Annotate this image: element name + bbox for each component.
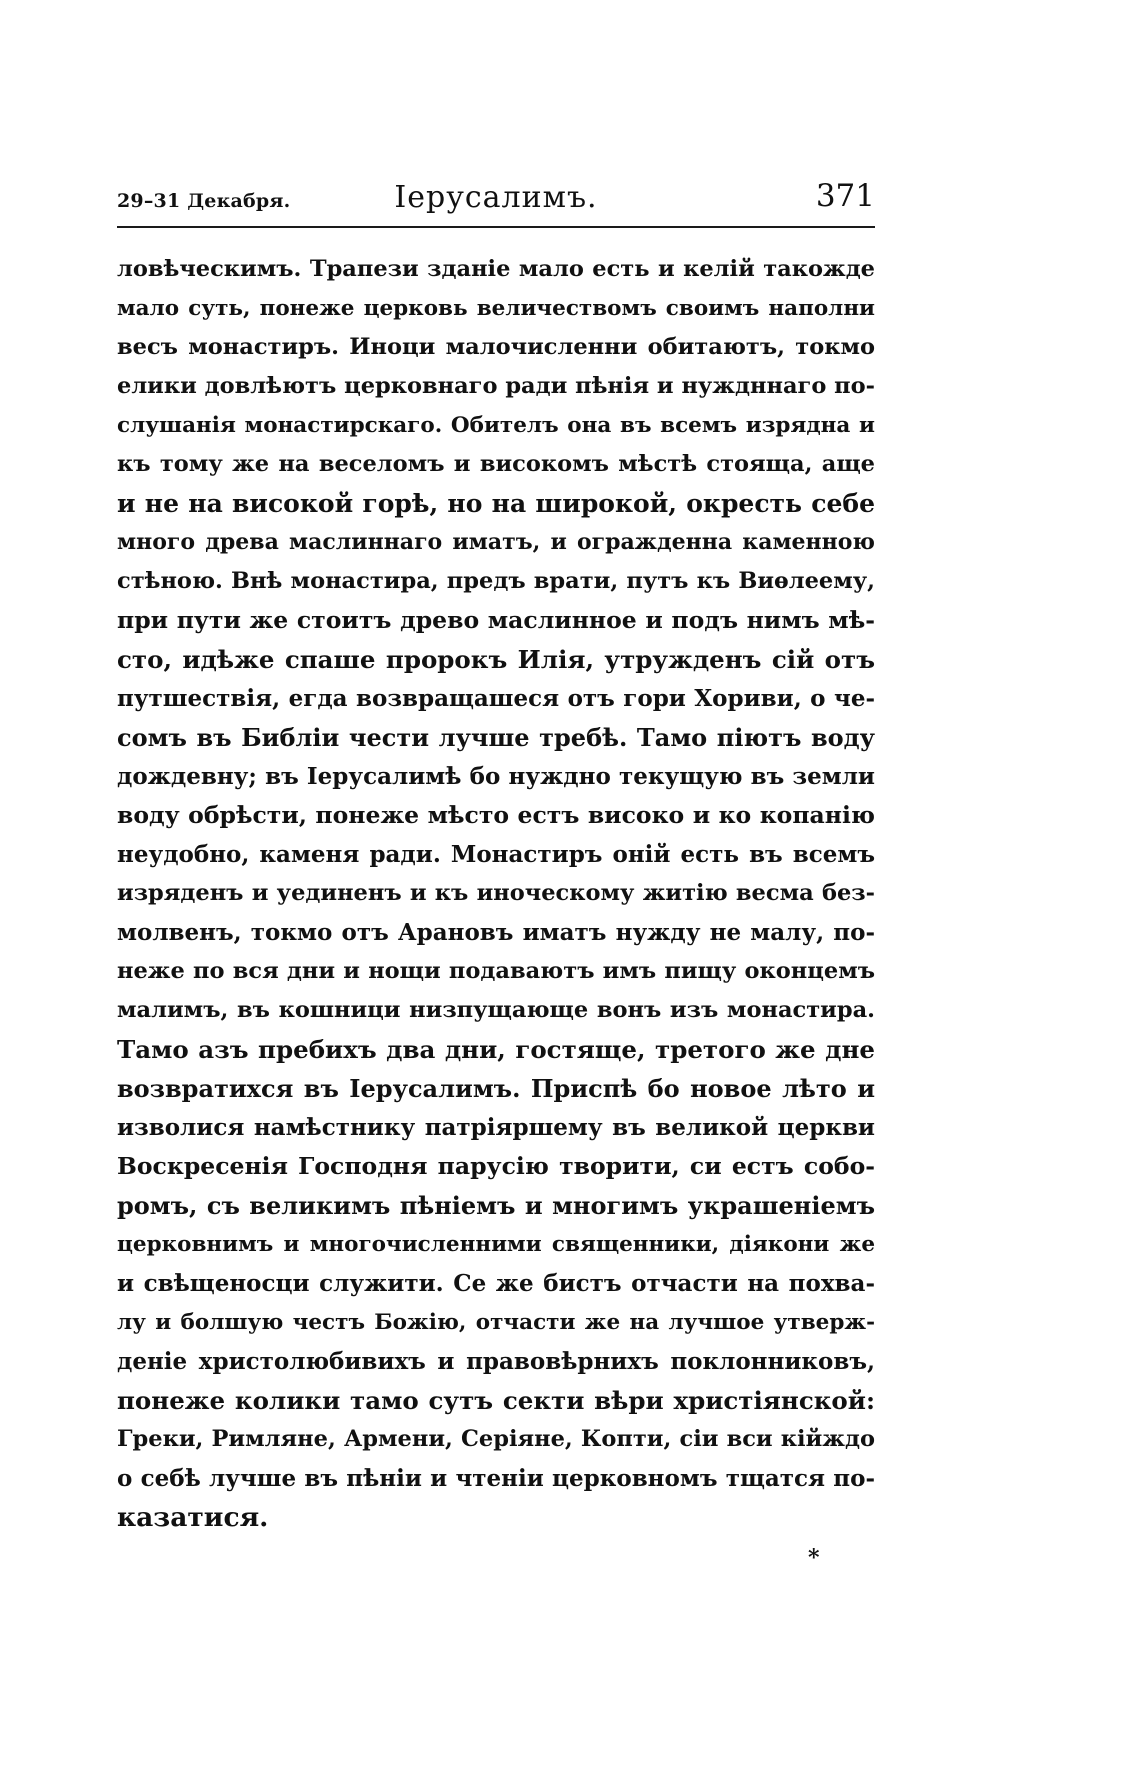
ornament-asterisk: * xyxy=(808,1545,820,1571)
text-line: изволися намѣстнику патріяршему въ великой церкви xyxy=(117,1114,875,1141)
body-text xyxy=(117,250,875,1537)
text-line: воду обрѣсти, понеже мѣсто естъ високо и ко копанію xyxy=(117,801,875,829)
running-head xyxy=(117,178,875,228)
text-line: ромъ, съ великимъ пѣніемъ и многимъ украшеніемъ xyxy=(117,1191,875,1220)
text-line: молвенъ, токмо отъ Арановъ иматъ нужду не малу, по- xyxy=(117,919,875,946)
text-line: Тамо азъ пребихъ два дни, гостяще, третого же дне xyxy=(117,1035,875,1064)
text-line: стѣною. Внѣ монастира, предъ врати, путъ къ Виѳлеему, xyxy=(117,568,875,594)
text-line: лу и болшую честъ Божію, отчасти же на лучшое утверж- xyxy=(117,1310,875,1335)
text-line: путшествія, егда возвращашеся отъ гори Хориви, о че- xyxy=(117,685,875,712)
text-line: и не на високой горѣ, но на широкой, окресть себе xyxy=(117,489,875,518)
text-line: казатися. xyxy=(117,1502,269,1533)
text-line: слушанія монастирскаго. Обителъ она въ всемъ изрядна и xyxy=(117,413,875,438)
text-line: Воскресенія Господня парусію творити, си естъ собо- xyxy=(117,1152,875,1180)
text-line: неже по вся дни и нощи подаваютъ имъ пищу оконцемъ xyxy=(117,958,875,984)
text-line: сто, идѣже спаше пророкъ Илія, утружденъ сій отъ xyxy=(117,645,875,674)
text-line: Греки, Римляне, Армени, Серіяне, Копти, сіи вси кійждо xyxy=(117,1426,875,1452)
text-line: изряденъ и уединенъ и къ иноческому житію весма без- xyxy=(117,880,875,906)
text-line: мало суть, понеже церковь величествомъ своимъ наполни xyxy=(117,296,875,321)
text-line: къ тому же на веселомъ и високомъ мѣстѣ стояща, аще xyxy=(117,451,875,477)
text-line: елики довлѣютъ церковнаго ради пѣнія и нуждннаго по- xyxy=(117,373,875,399)
text-line: при пути же стоитъ древо маслинное и подъ нимъ мѣ- xyxy=(117,606,875,634)
text-line: и свѣщеносци служити. Се же бистъ отчасти на похва- xyxy=(117,1270,875,1297)
text-line: дождевну; въ Іерусалимѣ бо нуждно текущую въ земли xyxy=(117,763,875,790)
text-line: малимъ, въ кошници низпущающе вонъ изъ монастира. xyxy=(117,997,875,1023)
text-line: неудобно, каменя ради. Монастиръ оній есть въ всемъ xyxy=(117,841,875,868)
text-line: много древа маслиннаго иматъ, и огражденна каменною xyxy=(117,529,875,555)
text-line: ловѣческимъ. Трапези зданіе мало есть и келій такожде xyxy=(117,256,875,282)
header-date: 29–31 Декабря. xyxy=(117,190,291,212)
header-title: Іерусалимъ. xyxy=(394,180,598,215)
text-line: весъ монастиръ. Иноци малочисленни обитаютъ, токмо xyxy=(117,334,875,360)
page-number: 371 xyxy=(815,178,875,214)
text-line: церковнимъ и многочисленними священники, діякони же xyxy=(117,1232,875,1257)
text-line: деніе христолюбивихъ и правовѣрнихъ поклонниковъ, xyxy=(117,1348,875,1375)
text-line: понеже колики тамо сутъ секти вѣри христіянской: xyxy=(117,1386,875,1415)
text-line: сомъ въ Библіи чести лучше требѣ. Тамо піютъ воду xyxy=(117,723,875,752)
text-line: возвратихся въ Іерусалимъ. Приспѣ бо новое лѣто и xyxy=(117,1074,875,1103)
text-line: о себѣ лучше въ пѣніи и чтеніи церковномъ тщатся по- xyxy=(117,1465,875,1492)
